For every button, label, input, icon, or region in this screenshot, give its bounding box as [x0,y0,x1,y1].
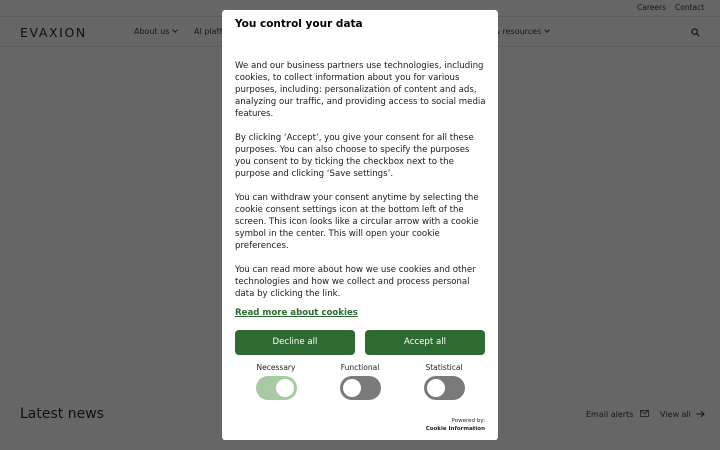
dialog-title: You control your data [235,18,363,30]
dialog-body [235,60,487,312]
cookie-consent-dialog [222,10,498,440]
functional-toggle[interactable] [340,376,381,400]
toggle-necessary-group [236,363,316,400]
toggle-knob [343,379,361,397]
consent-paragraph: By clicking ‘Accept’, you give your consent for all these purposes. You can also choose to specify the purposes you consent to by ticking the checkbox next to the purpose and clicking ‘Save settings’. [235,133,474,179]
powered-by [426,417,485,433]
toggle-functional-group [320,363,400,400]
accept-all-button[interactable]: Accept all [365,330,485,355]
read-more-cookies-link[interactable]: Read more about cookies [235,308,358,318]
toggle-label: Functional [340,363,380,372]
necessary-toggle[interactable] [256,376,297,400]
toggle-label: Statistical [425,363,463,372]
cookie-information-logo[interactable]: Cookie Information [425,426,485,432]
toggle-statistical-group [404,363,484,400]
toggle-label: Necessary [256,363,296,372]
decline-all-button[interactable]: Decline all [235,330,355,355]
toggle-knob [276,379,294,397]
toggle-knob [427,379,445,397]
consent-paragraph: We and our business partners use technologies, including cookies, to collect information about you for various purposes, including: personalization of content and ads, analyzing our traffic, and providing access to social media features. [235,61,486,119]
powered-by-label: Powered by: [451,418,485,424]
consent-paragraph: You can withdraw your consent anytime by selecting the cookie consent settings icon at the bottom left of the screen. This icon looks like a circular arrow with a cookie symbol in the center. This will open your cookie preferences. [235,193,479,251]
statistical-toggle[interactable] [424,376,465,400]
consent-paragraph: You can read more about how we use cookies and other technologies and how we collect and process personal data by clicking the link. [235,265,476,299]
